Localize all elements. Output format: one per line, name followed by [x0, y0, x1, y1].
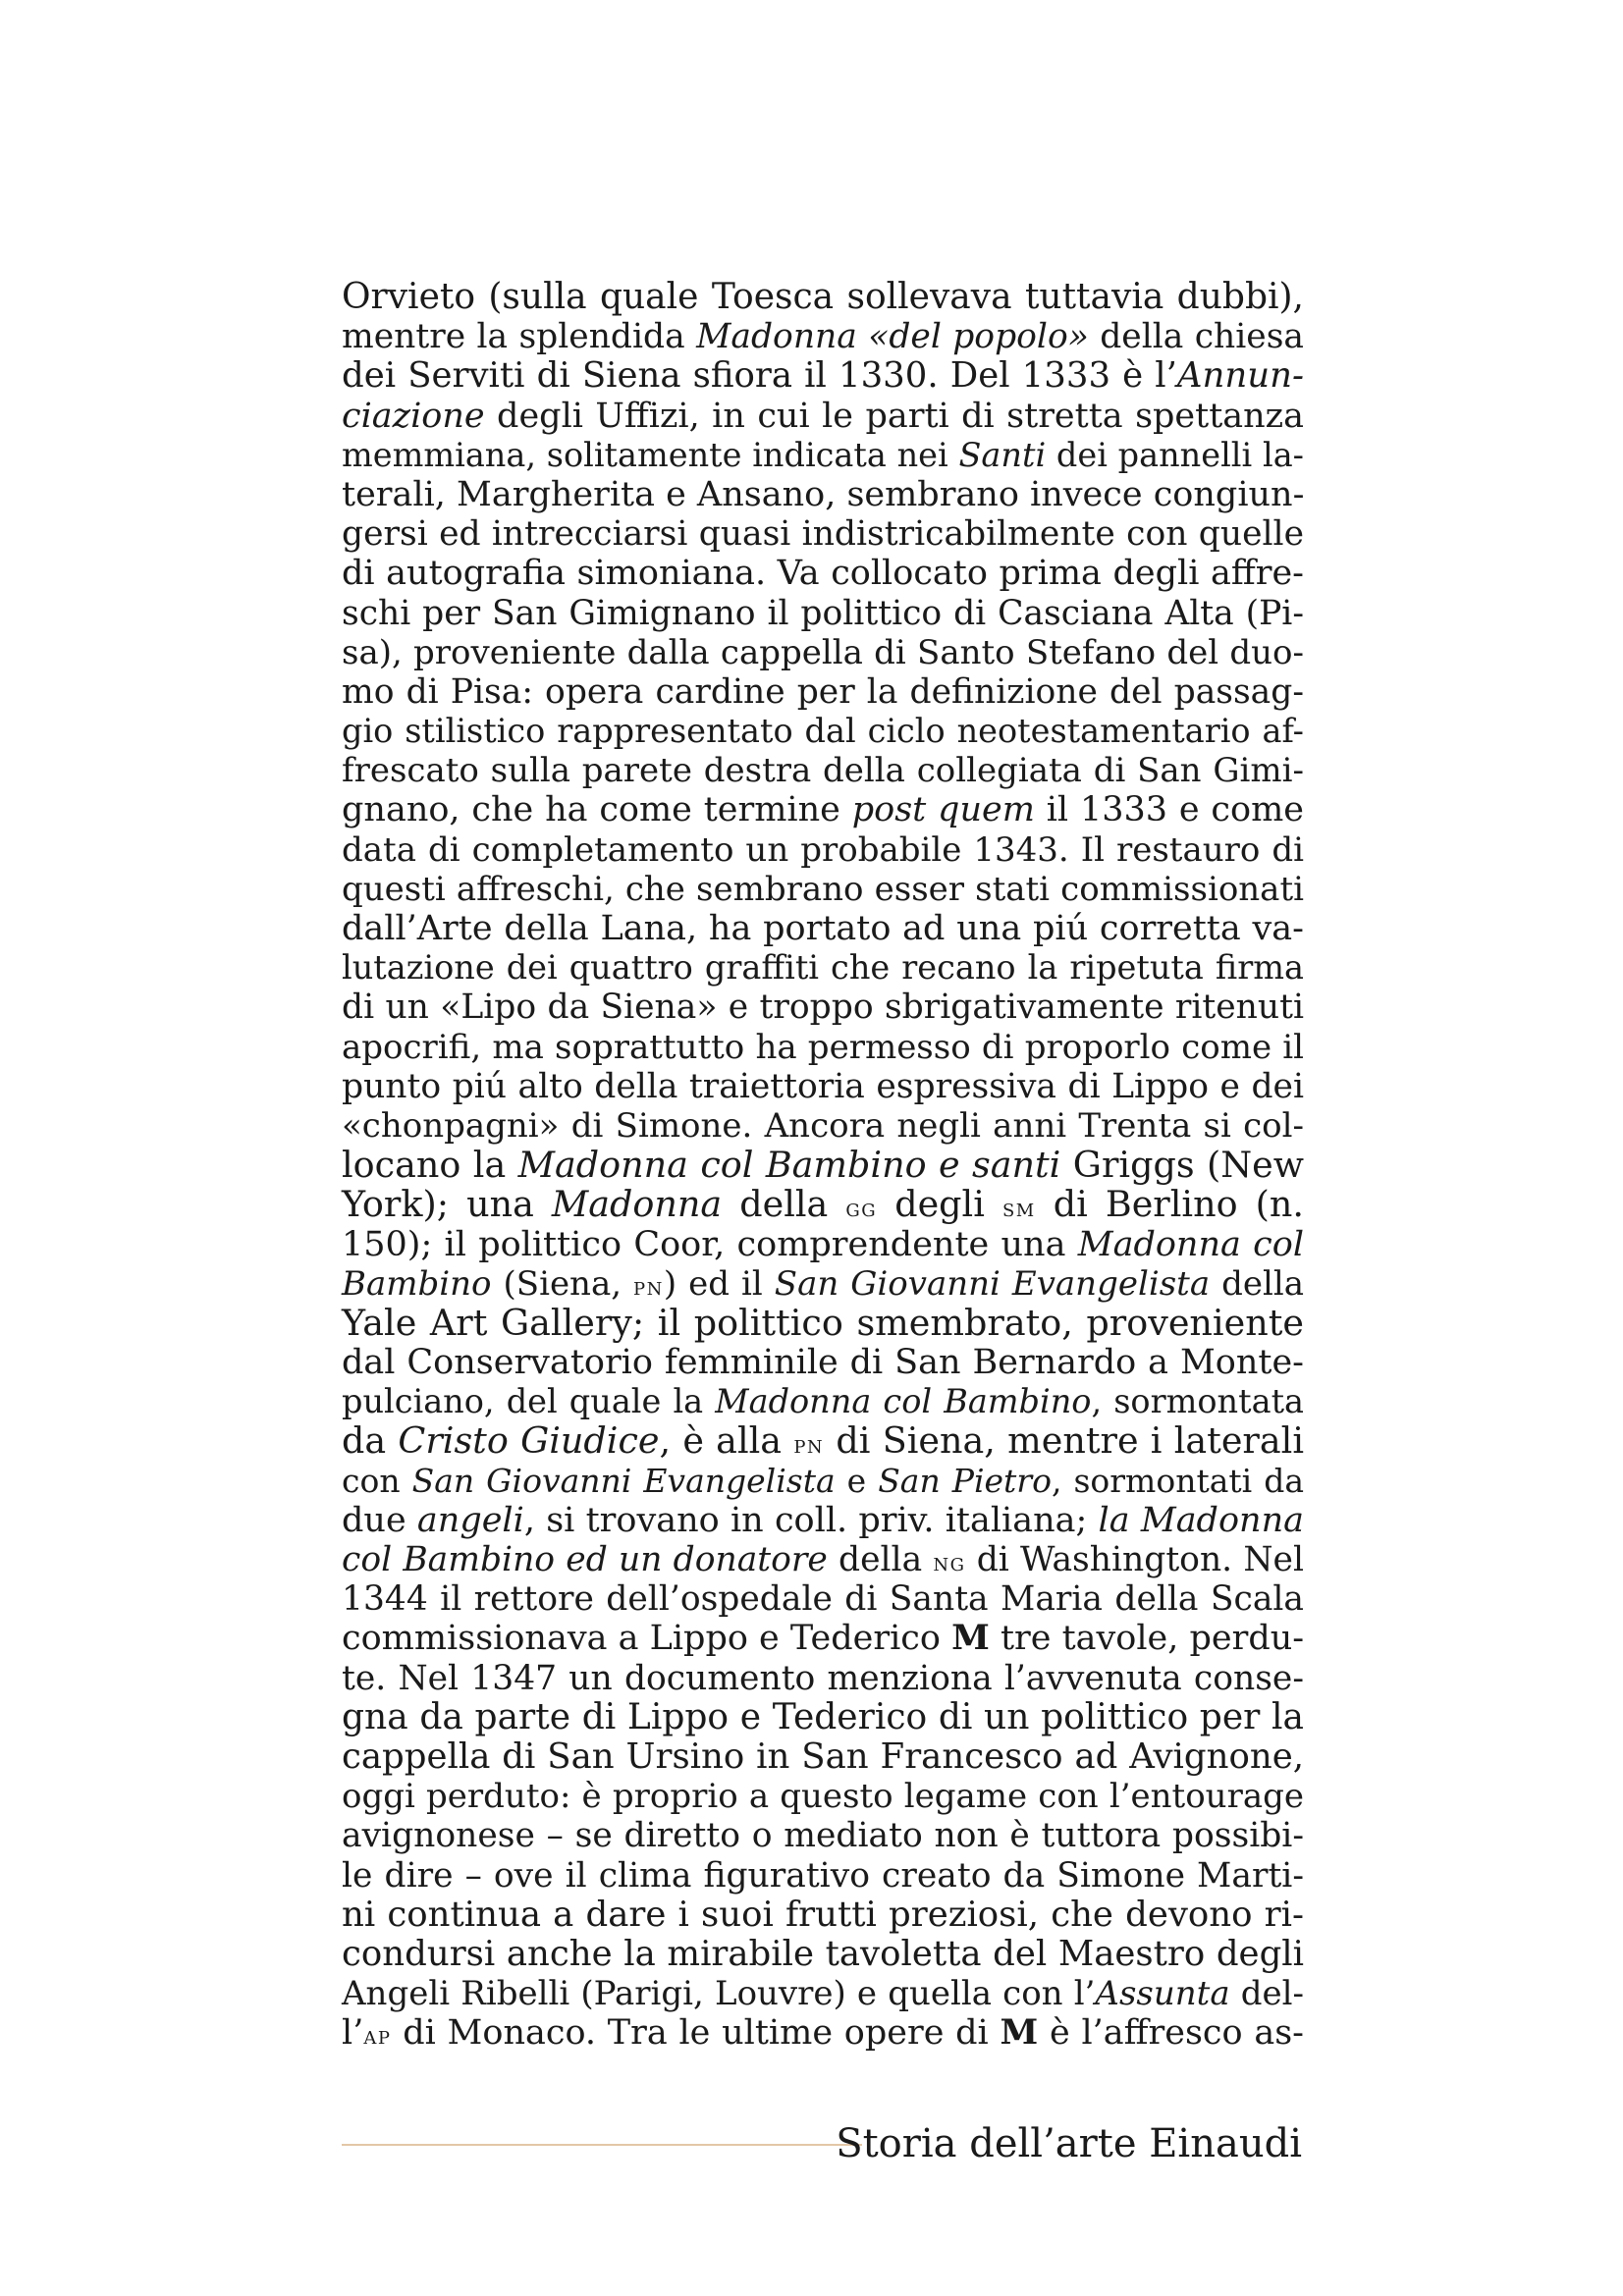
text-segment: , sormontati da [1051, 1461, 1305, 1500]
text-segment: dal Conservatorio femminile di San Bernardo a Monte- [342, 1343, 1304, 1383]
text-line [342, 1737, 1304, 1777]
text-line [342, 1816, 1304, 1855]
text-segment: condursi anche la mirabile tavoletta del Maestro degli [342, 1933, 1304, 1974]
text-line [342, 1301, 1304, 1344]
text-segment: della [722, 1183, 846, 1226]
bold-initial: M [1000, 2012, 1039, 2054]
text-segment: della chiesa [1088, 317, 1304, 357]
text-line [342, 1619, 1304, 1658]
text-line [342, 712, 1304, 751]
text-segment: 1344 il rettore dell’ospedale di Santa Maria della Scala [342, 1579, 1304, 1620]
text-line [342, 1028, 1304, 1067]
text-line [342, 1382, 1304, 1421]
text-line [342, 278, 1304, 317]
text-segment: gio stilistico rappresentato dal ciclo neotestamentario af- [342, 712, 1304, 751]
text-line [342, 1974, 1304, 2013]
text-segment: questi affreschi, che sembrano esser stati commissionati [342, 869, 1304, 909]
text-segment: mentre la splendida [342, 317, 697, 357]
text-segment: gna da parte di Lippo e Tederico di un polittico per la [342, 1696, 1304, 1737]
text-segment: di Monaco. Tra le ultime opere di [391, 2013, 1001, 2054]
italic-title: la Madonna [1098, 1500, 1304, 1540]
small-caps-abbreviation: pn [793, 1430, 825, 1460]
text-line [342, 356, 1304, 396]
text-segment: Yale Art Gallery; il polittico smembrato, proveniente [342, 1301, 1304, 1344]
bold-initial: M [951, 1618, 990, 1659]
italic-title: Santi [958, 435, 1047, 474]
text-segment: avignonese – se diretto o mediato non è tuttora possibi- [342, 1816, 1304, 1856]
text-segment: commissionava a Lippo e Tederico [342, 1619, 952, 1659]
text-segment: schi per San Gimignano il polittico di Casciana Alta (Pi- [342, 593, 1304, 633]
text-segment: tre tavole, perdu- [989, 1619, 1305, 1659]
text-segment: cappella di San Ursino in San Francesco ad Avignone, [342, 1735, 1304, 1777]
small-caps-abbreviation: ng [933, 1548, 966, 1576]
text-segment: ni continua a dare i suoi frutti preziosi, che devono ri- [342, 1894, 1304, 1935]
text-segment: lutazione dei quattro graffiti che recano la ripetuta firma [342, 948, 1304, 988]
small-caps-abbreviation: pn [633, 1271, 664, 1301]
text-line [342, 436, 1304, 475]
text-segment: te. Nel 1347 un documento menziona l’avvenuta conse- [342, 1658, 1304, 1698]
italic-title: Assunta [1095, 1974, 1230, 2014]
text-segment: degli Uffizi, in cui le parti di stretta spettanza [484, 396, 1304, 436]
text-line [342, 948, 1304, 988]
text-segment: (Siena, [491, 1263, 634, 1304]
small-caps-abbreviation: ap [363, 2021, 392, 2051]
italic-title: San Giovanni Evangelista [411, 1461, 836, 1500]
text-line [342, 1856, 1304, 1896]
text-segment: degli [877, 1183, 1002, 1226]
text-segment: «chonpagni» di Simone. Ancora negli anni Trenta si col- [342, 1105, 1304, 1146]
text-line [342, 1659, 1304, 1698]
text-segment: Angeli Ribelli (Parigi, Louvre) e quella con l’ [342, 1974, 1096, 2014]
text-line [342, 1067, 1304, 1106]
small-caps-abbreviation: gg [845, 1194, 878, 1223]
text-line [342, 1501, 1304, 1540]
text-segment: Griggs (New [1060, 1144, 1304, 1187]
italic-title: Madonna [551, 1183, 723, 1226]
text-line [342, 1935, 1304, 1974]
text-segment: con [342, 1461, 412, 1500]
text-segment: data di completamento un probabile 1343. Il restauro di [342, 829, 1304, 870]
italic-title: Madonna col [1077, 1224, 1305, 1264]
text-segment: dei pannelli la- [1046, 435, 1304, 474]
text-segment: gersi ed intrecciarsi quasi indistricabilmente con quelle [342, 514, 1304, 555]
text-segment: York); una [342, 1183, 552, 1226]
text-segment: sa), proveniente dalla cappella di Santo Stefano del duo- [342, 632, 1304, 672]
text-segment: è l’affresco as- [1038, 2013, 1304, 2054]
text-line [342, 554, 1304, 593]
text-line [342, 633, 1304, 672]
text-segment: 150); il polittico Coor, comprendente una [342, 1224, 1078, 1264]
text-segment: dei Serviti di Siena sfiora il 1330. Del 1333 è l’ [342, 355, 1177, 397]
text-segment: del- [1229, 1974, 1304, 2014]
italic-title: Bambino [342, 1263, 492, 1304]
text-segment: memmiana, solitamente indicata nei [342, 435, 959, 474]
italic-title: ciazione [342, 396, 485, 436]
text-line [342, 1146, 1304, 1185]
text-segment: pulciano, del quale la [342, 1382, 716, 1421]
text-line [342, 1579, 1304, 1619]
text-line [342, 870, 1304, 909]
italic-title: Madonna col Bambino e santi [517, 1144, 1061, 1187]
italic-title: Annun- [1176, 355, 1304, 397]
small-caps-abbreviation: sm [1001, 1194, 1036, 1223]
text-segment: due [342, 1500, 417, 1540]
text-segment: gnano, che ha come termine [342, 790, 852, 830]
text-segment: l’ [342, 2013, 364, 2054]
text-segment: di un «Lipo da Siena» e troppo sbrigativamente ritenuti [342, 988, 1304, 1028]
text-line [342, 475, 1304, 514]
italic-title: angeli [416, 1500, 524, 1540]
text-segment: di Washington. Nel [965, 1540, 1304, 1579]
text-segment: Orvieto (sulla quale Toesca sollevava tuttavia dubbi), [342, 277, 1304, 317]
text-line [342, 1698, 1304, 1737]
italic-title: San Giovanni Evangelista [774, 1263, 1211, 1304]
text-segment: della [1210, 1263, 1304, 1304]
text-segment: dall’Arte della Lana, ha portato ad una piú corretta va- [342, 909, 1304, 948]
text-line [342, 1896, 1304, 1935]
text-line [342, 397, 1304, 436]
text-segment: mo di Pisa: opera cardine per la definizione del passag- [342, 671, 1304, 712]
text-segment: , è alla [659, 1419, 794, 1463]
text-segment: le dire – ove il clima figurativo creato da Simone Marti- [342, 1855, 1304, 1896]
text-line [342, 790, 1304, 829]
text-line [342, 1106, 1304, 1146]
text-line [342, 1343, 1304, 1382]
text-segment: e [835, 1461, 879, 1500]
text-segment: frescato sulla parete destra della collegiata di San Gimi- [342, 751, 1304, 791]
italic-title: Madonna col Bambino [715, 1382, 1092, 1421]
text-line [342, 830, 1304, 870]
text-segment: , si trovano in coll. priv. italiana; [523, 1500, 1099, 1540]
italic-title: San Pietro [878, 1461, 1052, 1500]
text-segment: , sormontata [1091, 1382, 1304, 1421]
text-segment: della [827, 1540, 934, 1579]
text-segment: terali, Margherita e Ansano, sembrano invece congiun- [342, 474, 1305, 514]
text-segment: apocrifi, ma soprattutto ha permesso di proporlo come il [342, 1027, 1304, 1067]
text-segment: di autografia simoniana. Va collocato prima degli affre- [342, 554, 1304, 594]
text-line [342, 1185, 1304, 1224]
text-segment: di Berlino (n. [1035, 1183, 1304, 1226]
text-segment: di Siena, mentre i laterali [824, 1419, 1304, 1463]
text-line [342, 514, 1304, 554]
text-line [342, 1540, 1304, 1579]
italic-title: col Bambino ed un donatore [342, 1540, 828, 1579]
text-line [342, 2013, 1304, 2053]
text-line [342, 751, 1304, 790]
body-text [342, 278, 1304, 2053]
text-line [342, 1264, 1304, 1304]
text-line [342, 1421, 1304, 1461]
text-line [342, 317, 1304, 356]
running-footer: Storia dell’arte Einaudi [836, 2121, 1302, 2166]
text-line [342, 1225, 1304, 1264]
italic-title: post quem [851, 790, 1035, 830]
italic-title: Madonna «del popolo» [696, 317, 1089, 357]
text-line [342, 1462, 1304, 1501]
text-line [342, 672, 1304, 712]
italic-title: Cristo Giudice [398, 1419, 660, 1463]
text-line [342, 909, 1304, 948]
text-line [342, 594, 1304, 633]
footer-rule [342, 2144, 862, 2146]
text-segment: il 1333 e come [1034, 790, 1304, 830]
text-segment: da [342, 1419, 399, 1463]
text-segment: locano la [342, 1144, 518, 1187]
text-segment: punto piú alto della traiettoria espressiva di Lippo e dei [342, 1066, 1304, 1106]
text-line [342, 1777, 1304, 1816]
text-segment: ) ed il [663, 1263, 775, 1304]
text-line [342, 988, 1304, 1027]
text-segment: oggi perduto: è proprio a questo legame con l’entourage [342, 1777, 1304, 1817]
